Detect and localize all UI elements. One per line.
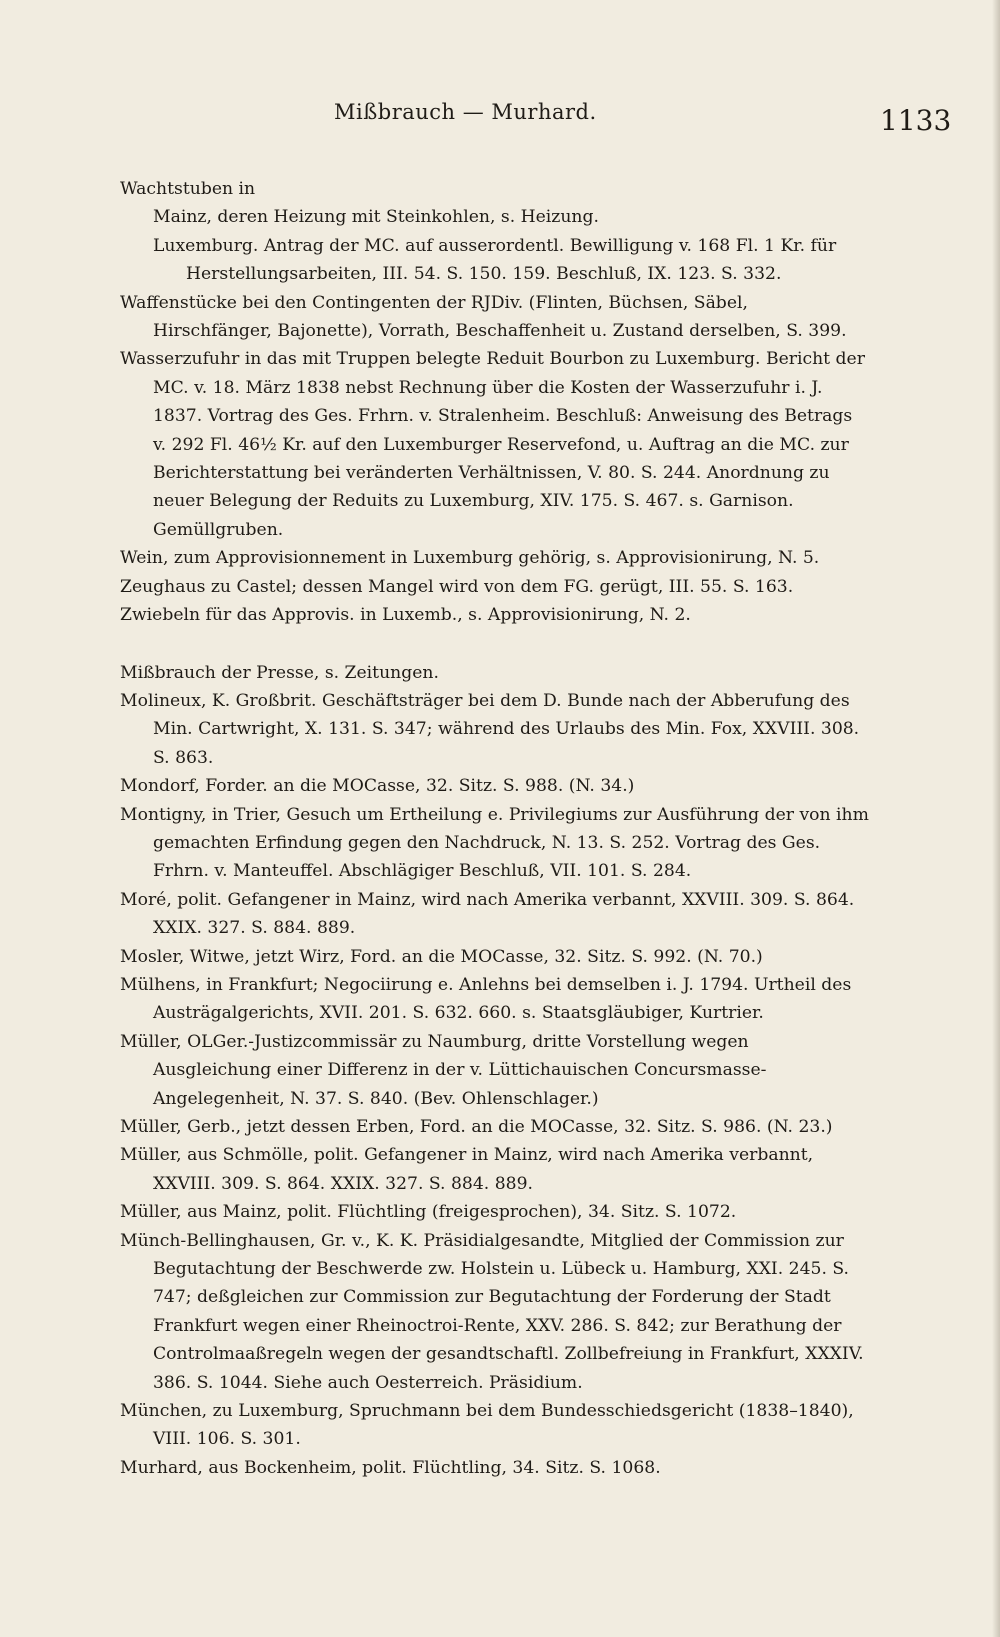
index-subentry-luxemburg: Luxemburg. Antrag der MC. auf ausserordentl. Bewilligung v. 168 Fl. 1 Kr. für Herstellungsarbeiten, III. 54. S. 150. 159. Beschluß, IX. 123. S. 332.: [153, 235, 837, 285]
page-header: [0, 100, 1000, 150]
index-entry-mueller-naumburg: Müller, OLGer.-Justizcommissär zu Naumburg, dritte Vorstellung wegen Ausgleichung einer Differenz in der v. Lüttichauischen Concursmasse-Angelegenheit, N. 37. S. 840. (Bev. Ohlenschlager.): [120, 1031, 767, 1109]
index-entry-zwiebeln: Zwiebeln für das Approvis. in Luxemb., s. Approvisionirung, N. 2.: [120, 605, 691, 626]
index-entries: [120, 175, 870, 1482]
index-entry-mosler: Mosler, Witwe, jetzt Wirz, Ford. an die MOCasse, 32. Sitz. S. 992. (N. 70.): [120, 946, 763, 967]
index-entry-wasserzufuhr: Wasserzufuhr in das mit Truppen belegte Reduit Bourbon zu Luxemburg. Bericht der MC. v. 18. März 1838 nebst Rechnung über die Kosten der Wasserzufuhr i. J. 1837. Vortrag des Ges. Frhrn. v. Stralenheim. Beschluß: Anweisung des Betrags v. 292 Fl. 46½ Kr. auf den Luxemburger Reservefond, u. Auftrag an die MC. zur Berichterstattung bei veränderten Verhältnissen, V. 80. S. 244. Anordnung zu neuer Belegung der Reduits zu Luxemburg, XIV. 175. S. 467. s. Garnison. Gemüllgruben.: [120, 349, 865, 540]
index-entry-missbrauch: Mißbrauch der Presse, s. Zeitungen.: [120, 662, 439, 683]
index-entry-montigny: Montigny, in Trier, Gesuch um Ertheilung e. Privilegiums zur Ausführung der von ihm gemachten Erfindung gegen den Nachdruck, N. 13. S. 252. Vortrag des Ges. Frhrn. v. Manteuffel. Abschlägiger Beschluß, VII. 101. S. 284.: [120, 804, 869, 882]
index-entry-mueller-mainz: Müller, aus Mainz, polit. Flüchtling (freigesprochen), 34. Sitz. S. 1072.: [120, 1202, 737, 1223]
running-head: Mißbrauch — Murhard.: [334, 100, 597, 124]
index-subentry-mainz: Mainz, deren Heizung mit Steinkohlen, s. Heizung.: [153, 207, 599, 228]
index-entry-mueller-gerb: Müller, Gerb., jetzt dessen Erben, Ford. an die MOCasse, 32. Sitz. S. 986. (N. 23.): [120, 1117, 833, 1137]
index-entry-murhard: Murhard, aus Bockenheim, polit. Flüchtling, 34. Sitz. S. 1068.: [120, 1457, 661, 1478]
page-number: 1133: [880, 104, 952, 137]
index-entry-mondorf: Mondorf, Forder. an die MOCasse, 32. Sitz. S. 988. (N. 34.): [120, 776, 635, 797]
index-entry-muelhens: Mülhens, in Frankfurt; Negociirung e. Anlehns bei demselben i. J. 1794. Urtheil des Austrägalgerichts, XVII. 201. S. 632. 660. s. Staatsgläubiger, Kurtrier.: [120, 974, 852, 1024]
index-entry-mueller-schmoelle: Müller, aus Schmölle, polit. Gefangener in Mainz, wird nach Amerika verbannt, XXVIII. 309. S. 864. XXIX. 327. S. 884. 889.: [120, 1145, 814, 1194]
index-entry-wachtstuben: Wachtstuben in: [120, 179, 256, 199]
page-edge-shadow: [992, 0, 1000, 1637]
index-entry-waffenstuecke: Waffenstücke bei den Contingenten der RJDiv. (Flinten, Büchsen, Säbel, Hirschfänger, Bajonette), Vorrath, Beschaffenheit u. Zustand derselben, S. 399.: [120, 292, 847, 342]
index-entry-wein: Wein, zum Approvisionnement in Luxemburg gehörig, s. Approvisionirung, N. 5.: [120, 548, 820, 569]
index-entry-muenchen: München, zu Luxemburg, Spruchmann bei dem Bundesschiedsgericht (1838–1840), VIII. 106. S. 301.: [120, 1401, 854, 1450]
index-entry-molineux: Molineux, K. Großbrit. Geschäftsträger bei dem D. Bunde nach der Abberufung des Min. Cartwright, X. 131. S. 347; während des Urlaubs des Min. Fox, XXVIII. 308. S. 863.: [120, 690, 860, 768]
section-gap: [120, 630, 870, 659]
index-entry-more: Moré, polit. Gefangener in Mainz, wird nach Amerika verbannt, XXVIII. 309. S. 864. XXIX. 327. S. 884. 889.: [120, 889, 855, 939]
index-entry-zeughaus: Zeughaus zu Castel; dessen Mangel wird von dem FG. gerügt, III. 55. S. 163.: [120, 576, 794, 597]
index-entry-muench-bellinghausen: Münch-Bellinghausen, Gr. v., K. K. Präsidialgesandte, Mitglied der Commission zur Begutachtung der Beschwerde zw. Holstein u. Lübeck u. Hamburg, XXI. 245. S. 747; deßgleichen zur Commission zur Begutachtung der Forderung der Stadt Frankfurt wegen einer Rheinoctroi-Rente, XXV. 286. S. 842; zur Berathung der Controlmaaßregeln wegen der gesandtschaftl. Zollbefreiung in Frankfurt, XXXIV. 386. S. 1044. Siehe auch Oesterreich. Präsidium.: [120, 1230, 864, 1393]
